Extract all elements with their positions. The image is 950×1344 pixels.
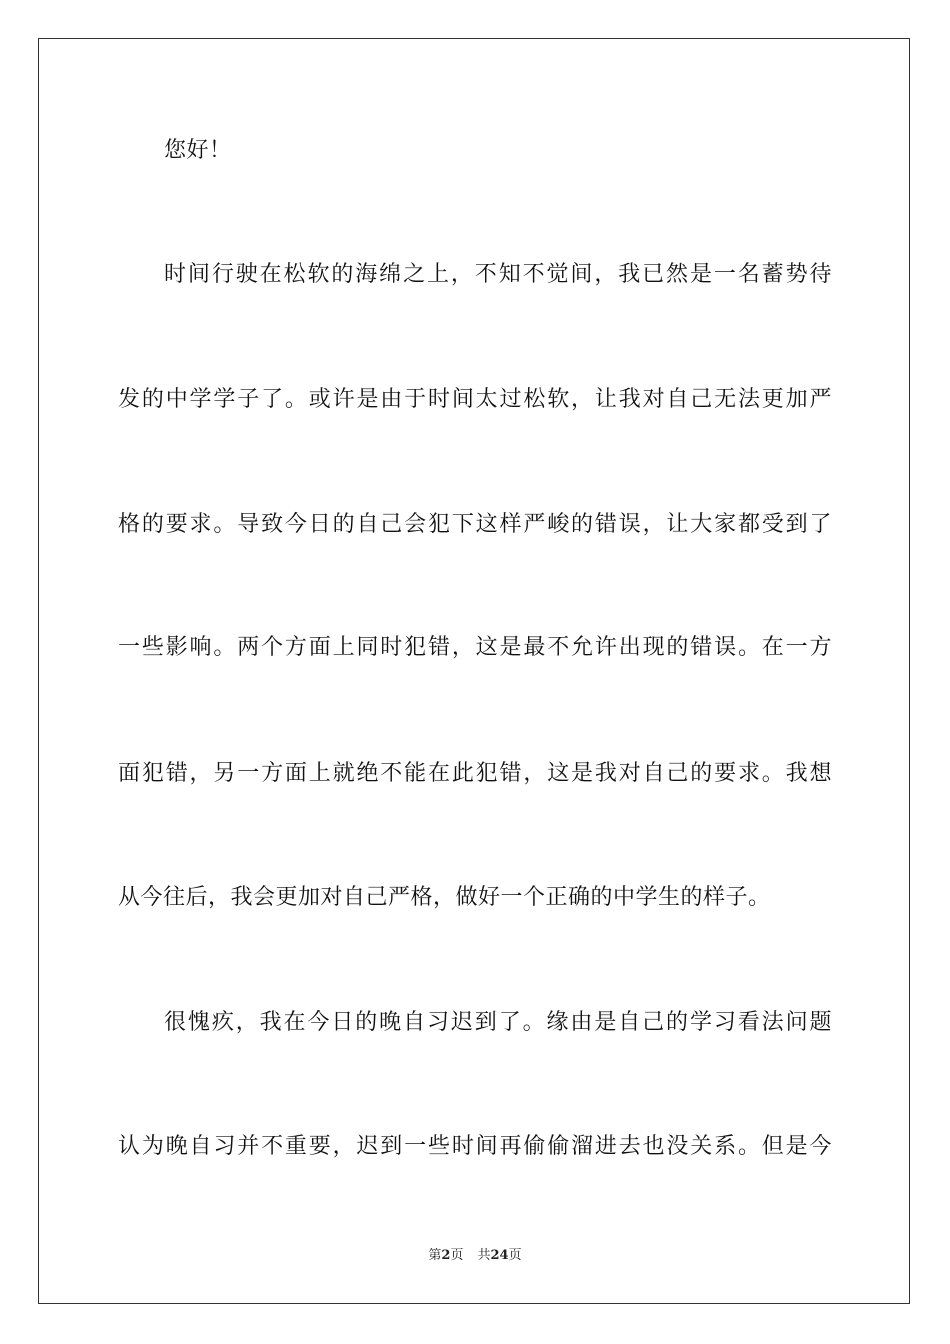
paragraph-line: 认为晚自习并不重要，迟到一些时间再偷偷溜进去也没关系。但是今: [118, 1134, 832, 1159]
total-suffix: 页: [508, 1248, 522, 1263]
paragraph-line: 发的中学学子了。或许是由于时间太过松软，让我对自己无法更加严: [118, 387, 832, 412]
page-footer: [0, 1247, 950, 1265]
paragraph-line: 很愧疚，我在今日的晚自习迟到了。缘由是自己的学习看法问题: [164, 1010, 832, 1035]
paragraph-line: 从今往后，我会更加对自己严格，做好一个正确的中学生的样子。: [118, 885, 771, 910]
total-prefix: 共: [477, 1248, 491, 1263]
page-prefix: 第: [428, 1248, 442, 1263]
total-pages: 24: [490, 1248, 509, 1263]
paragraph-line: 格的要求。导致今日的自己会犯下这样严峻的错误，让大家都受到了: [118, 512, 832, 537]
paragraph-line: 面犯错，另一方面上就绝不能在此犯错，这是我对自己的要求。我想: [118, 761, 832, 786]
page-suffix: 页: [450, 1248, 464, 1263]
paragraph-line: 时间行驶在松软的海绵之上，不知不觉间，我已然是一名蓄势待: [164, 262, 832, 287]
page-frame: [38, 38, 910, 1304]
page-number: 2: [441, 1248, 451, 1263]
greeting: 您好！: [164, 138, 232, 163]
paragraph-line: 一些影响。两个方面上同时犯错，这是最不允许出现的错误。在一方: [118, 635, 832, 660]
